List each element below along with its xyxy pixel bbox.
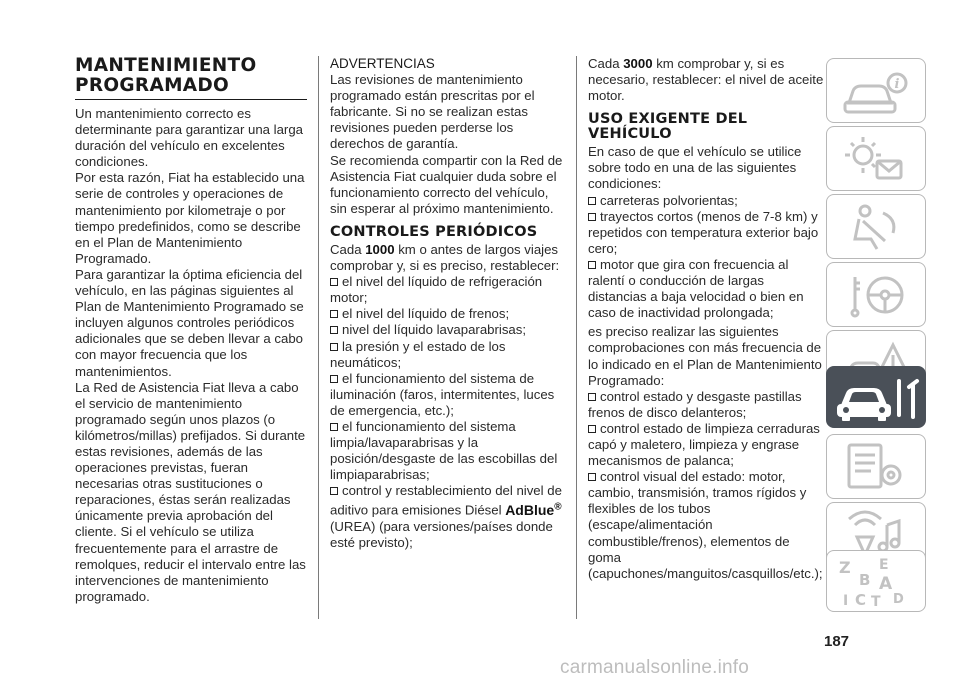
checkbox-bullet-icon — [588, 473, 596, 481]
steering-key-icon — [827, 263, 927, 328]
seat-airbag-icon — [827, 195, 927, 260]
alphabetical-index-icon — [827, 551, 927, 613]
checkbox-bullet-icon — [330, 423, 338, 431]
watermark-text: carmanualsonline.info — [560, 657, 750, 678]
column-periodic-checks — [330, 56, 564, 551]
periodic-intro: Cada 1000 km o antes de largos viajes comprobar y, si es preciso, restablecer: — [330, 241, 560, 274]
km-value: 3000 — [623, 56, 653, 71]
svg-text:B: B — [859, 571, 871, 589]
list-item: el funcionamiento del sistema limpia/lavaparabrisas y la posición/desgaste de las escobillas del limpiaparabrisas; — [330, 418, 558, 483]
tab-seat-airbag[interactable] — [826, 194, 926, 259]
tab-steering-key[interactable] — [826, 262, 926, 327]
svg-text:T: T — [871, 594, 881, 610]
km-value: 1000 — [365, 241, 395, 257]
svg-text:E: E — [879, 557, 889, 573]
column-divider — [318, 56, 319, 619]
page-number: 187 — [824, 633, 850, 650]
use-intro: En caso de que el vehículo se utilice sobre todo en una de las siguientes condiciones: — [588, 144, 802, 192]
tab-technical-data[interactable] — [826, 434, 926, 499]
list-item: control visual del estado: motor, cambio, transmisión, tramos rígidos y flexibles de los tubos (escape/alimentación combustible/frenos), elementos de goma (capuchones/manguitos/casquillos/etc.); — [588, 469, 823, 581]
car-wrench-icon — [827, 367, 927, 429]
tab-maintenance[interactable] — [826, 366, 926, 428]
list-item: el nivel del líquido de frenos; — [330, 306, 564, 322]
technical-data-icon — [827, 435, 927, 500]
car-info-icon — [827, 59, 927, 124]
svg-text:i: i — [894, 77, 900, 92]
tab-car-info[interactable] — [826, 58, 926, 123]
section-title-maintenance: MANTENIMIENTO PROGRAMADO — [75, 56, 307, 100]
list-item: carreteras polvorientas; — [588, 193, 824, 209]
checkbox-bullet-icon — [330, 375, 338, 383]
column-maintenance — [75, 56, 307, 605]
tab-alphabetical-index[interactable] — [826, 550, 926, 612]
checkbox-bullet-icon — [330, 310, 338, 318]
section-title-demanding-use: USO EXIGENTE DEL VEHÍCULO — [588, 111, 748, 143]
lights-message-icon — [827, 127, 927, 192]
column-divider — [576, 56, 577, 619]
warning-paragraph: Se recomienda compartir con la Red de Asistencia Fiat cualquier duda sobre el funcionamiento correcto del vehículo, sin esperar al próximo mantenimiento. — [330, 152, 563, 216]
warning-title: ADVERTENCIAS — [330, 56, 435, 71]
advice-paragraph: es preciso realizar las siguientes comprobaciones con más frecuencia de lo indicado en el Plan de Mantenimiento Programado: — [588, 324, 822, 388]
list-item: la presión y el estado de los neumáticos; — [330, 338, 506, 370]
column-demanding-use — [588, 56, 824, 582]
checkbox-bullet-icon — [588, 213, 596, 221]
checkbox-bullet-icon — [588, 261, 596, 269]
list-item: control y restablecimiento del nivel de aditivo para emisiones Diésel AdBlue® (UREA) (para versiones/países donde esté previsto); — [330, 483, 562, 551]
svg-text:A: A — [879, 574, 893, 594]
paragraph: Por esta razón, Fiat ha establecido una serie de controles y operaciones de mantenimiento por kilometraje o por tiempo predefinidos, como se describe en el Plan de Mantenimiento Programado. — [75, 170, 305, 266]
checkbox-bullet-icon — [330, 487, 338, 495]
paragraph: Un mantenimiento correcto es determinante para garantizar una larga duración del vehículo en excelentes condiciones. — [75, 106, 303, 170]
paragraph: La Red de Asistencia Fiat lleva a cabo el servicio de mantenimiento programado según unos plazos (o kilómetros/millas) prefijados. Si durante estas revisiones, además de las operaciones previstas, fueran necesarias otras sustituciones o reparaciones, éstas serán realizadas únicamente previa aprobación del cliente. Si el vehículo se utiliza frecuentemente para el arrastre de remolques, reducir el intervalo entre las intervenciones de mantenimiento programado. — [75, 379, 306, 604]
svg-text:I: I — [843, 593, 849, 609]
checkbox-bullet-icon — [588, 393, 596, 401]
list-item: trayectos cortos (menos de 7-8 km) y repetidos con temperatura exterior bajo cero; — [588, 208, 819, 256]
svg-text:C: C — [855, 591, 867, 609]
list-item: el nivel del líquido de refrigeración motor; — [330, 274, 543, 306]
checkbox-bullet-icon — [330, 278, 338, 286]
paragraph: Para garantizar la óptima eficiencia del vehículo, en las páginas siguientes al Plan de Mantenimiento Programado se incluyen algunos controles periódicos adicionales que se deben llevar a cabo con mayor frecuencia que los mantenimientos. — [75, 266, 304, 379]
list-item: control estado de limpieza cerraduras capó y maletero, limpieza y engrase mecanismos de palanca; — [588, 420, 820, 469]
checkbox-bullet-icon — [588, 425, 596, 433]
list-item: el funcionamiento del sistema de iluminación (faros, intermitentes, luces de emergencia, etc.); — [330, 370, 555, 418]
tab-lights-message[interactable] — [826, 126, 926, 191]
warning-paragraph: Las revisiones de mantenimiento programado están prescritas por el fabricante. Si no se realizan estas revisiones pueden perderse los derechos de garantía. — [330, 72, 535, 152]
checkbox-bullet-icon — [330, 343, 338, 351]
checkbox-bullet-icon — [588, 197, 596, 205]
adblue-label: AdBlue® — [505, 501, 562, 519]
svg-text:D: D — [893, 592, 904, 607]
svg-text:Z: Z — [839, 558, 851, 577]
list-item: motor que gira con frecuencia al ralentí o conducción de largas distancias a baja velocidad o bien en caso de inactividad prolongada; — [588, 256, 804, 321]
list-item: control estado y desgaste pastillas frenos de disco delanteros; — [588, 388, 802, 420]
list-item: nivel del líquido lavaparabrisas; — [330, 322, 564, 338]
section-title-periodic: CONTROLES PERIÓDICOS — [330, 223, 538, 240]
checkbox-bullet-icon — [330, 326, 338, 334]
oil-check-intro: Cada 3000 km comprobar y, si es necesario, restablecer: el nivel de aceite motor. — [588, 56, 824, 104]
